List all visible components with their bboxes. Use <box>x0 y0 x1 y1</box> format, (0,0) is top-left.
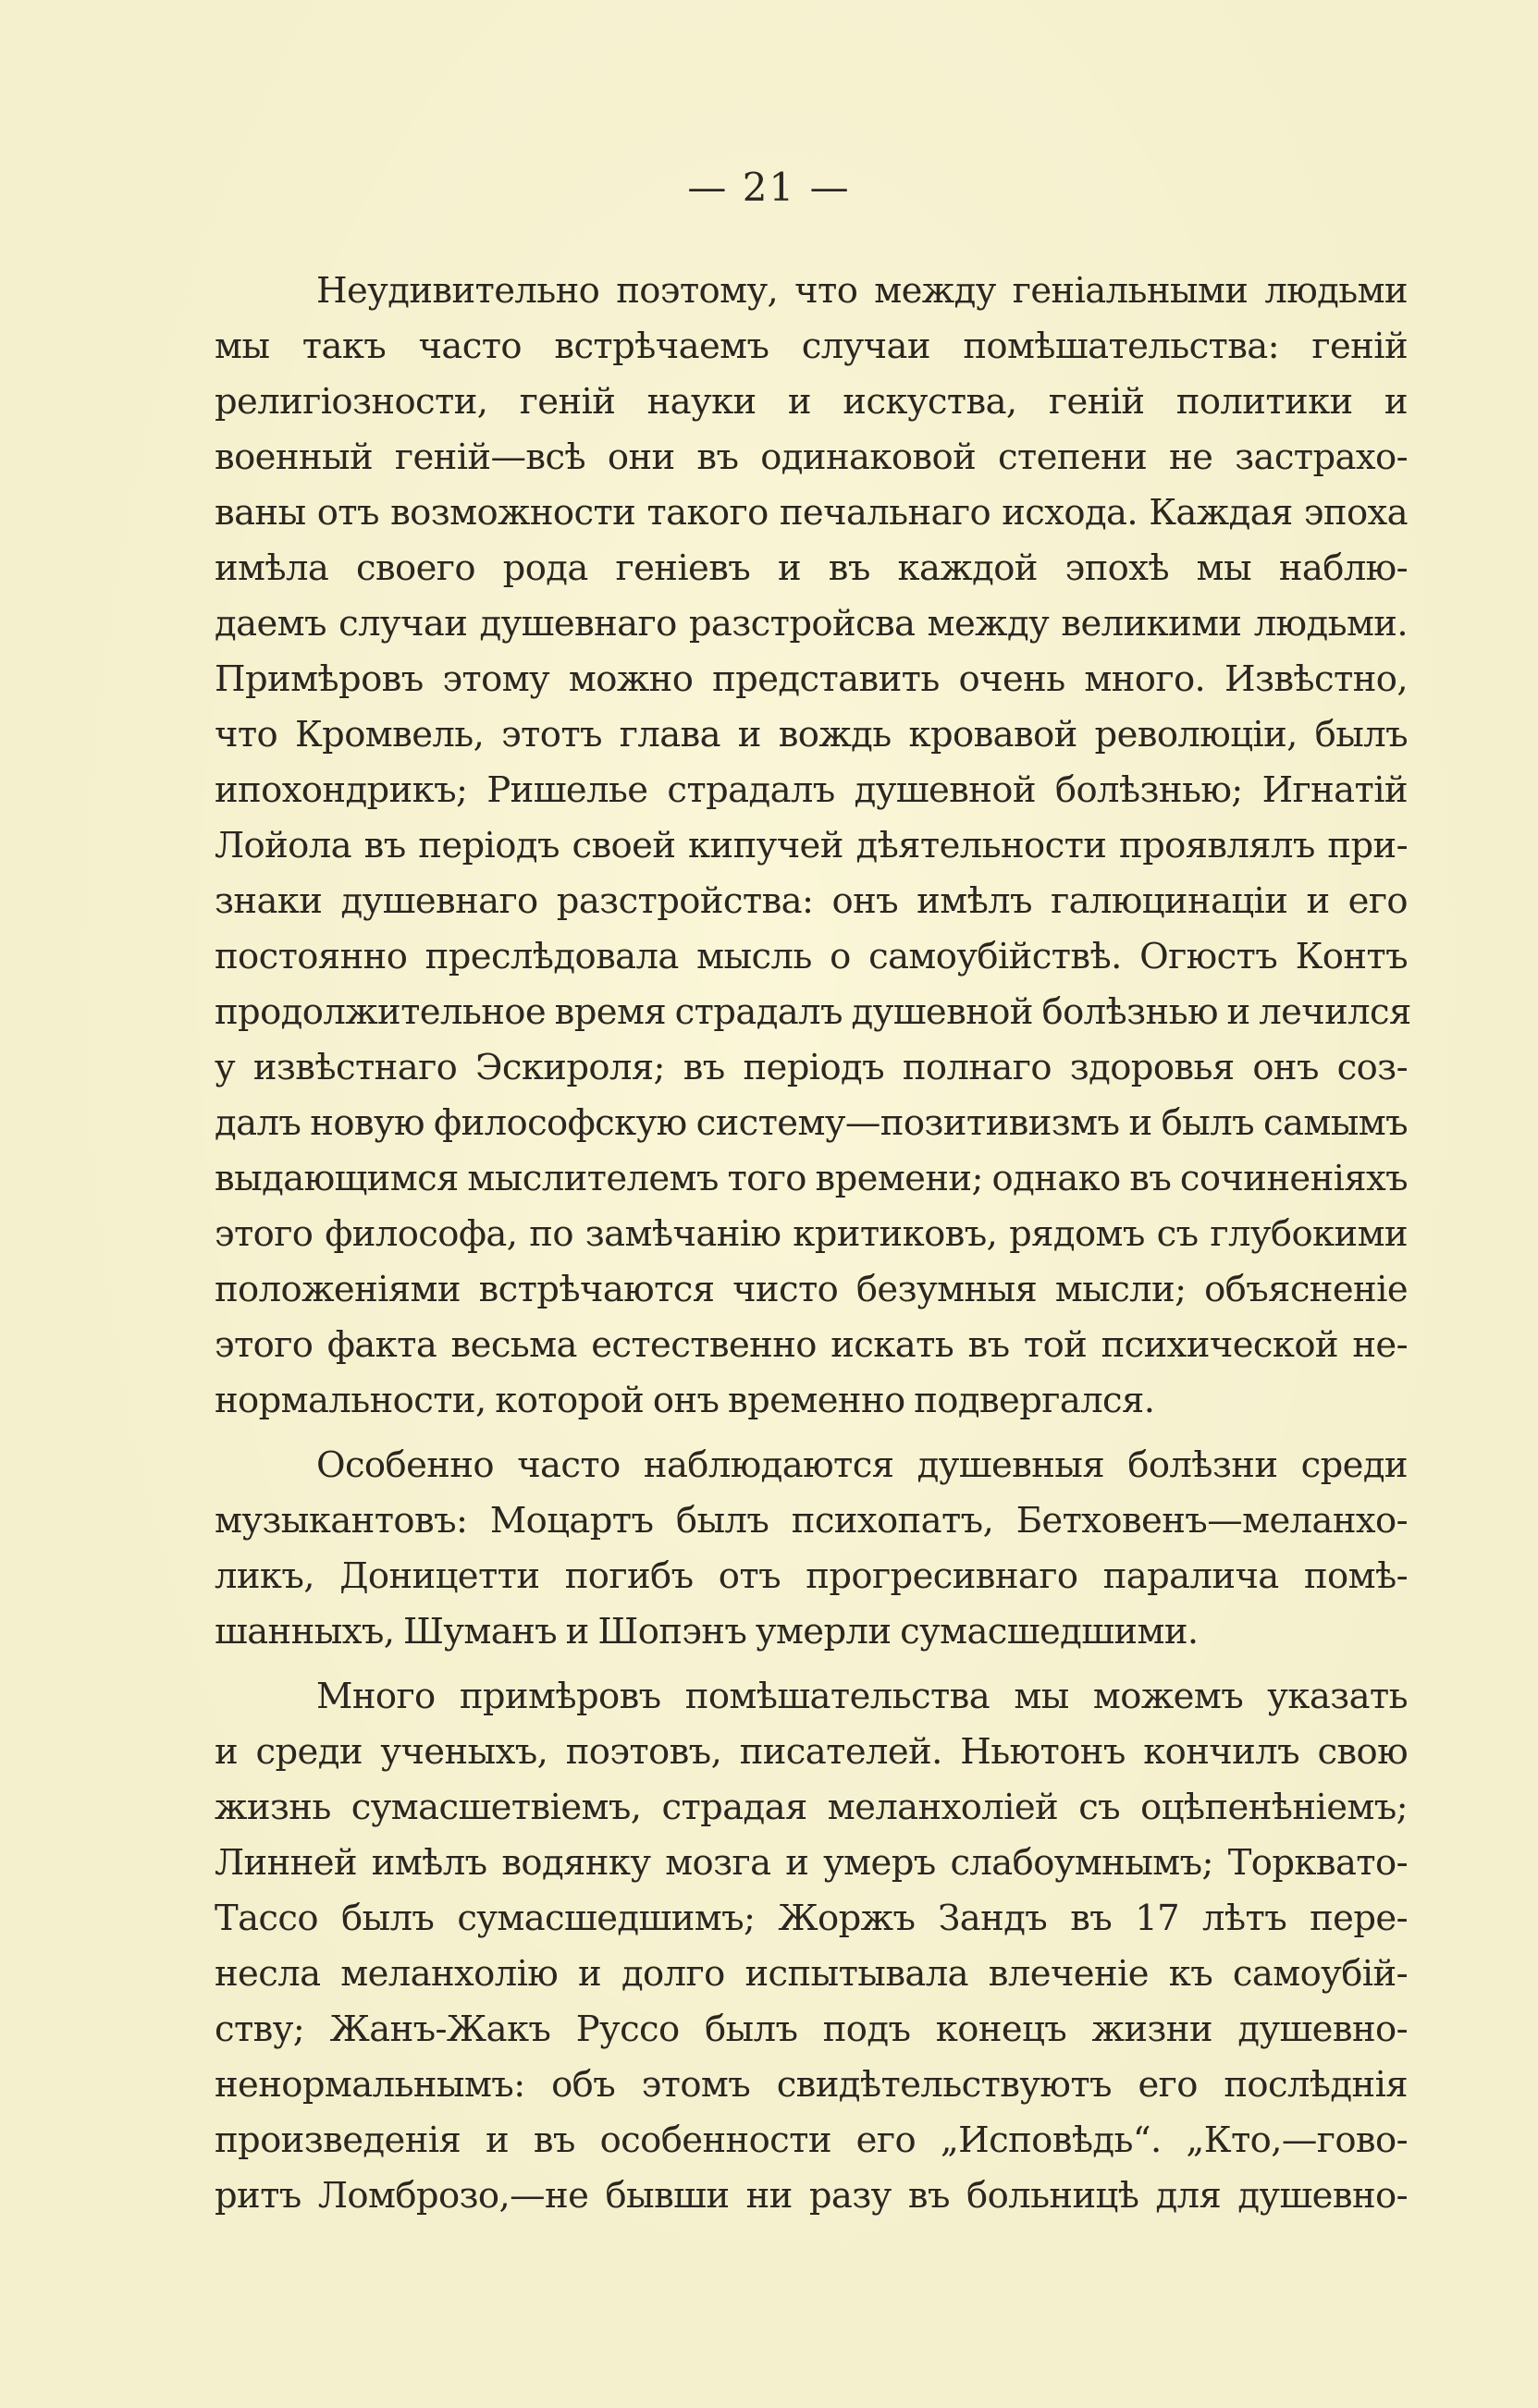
text-line: ликъ, Доницетти погибъ отъ прогресивнаго паралича помѣ- <box>215 1555 1408 1597</box>
text-line: несла меланхолію и долго испытывала влеченіе къ самоубій- <box>215 1953 1408 1995</box>
text-line: выдающимся мыслителемъ того времени; однако въ сочиненіяхъ <box>215 1158 1409 1199</box>
text-line: этого факта весьма естественно искать въ той психической не- <box>215 1324 1408 1366</box>
text-line: ипохондрикъ; Ришелье страдалъ душевной болѣзнью; Игнатій <box>215 769 1408 811</box>
text-line: положеніями встрѣчаются чисто безумныя мысли; объясненіе <box>215 1269 1408 1310</box>
text-line: жизнь сумасшетвіемъ, страдая меланхоліей съ оцѣпенѣніемъ; <box>215 1787 1408 1828</box>
text-line: Линней имѣлъ водянку мозга и умеръ слабоумнымъ; Торквато- <box>215 1842 1408 1884</box>
text-line: ритъ Ломброзо,—не бывши ни разу въ больницѣ для душевно- <box>215 2175 1408 2217</box>
text-line: имѣла своего рода геніевъ и въ каждой эпохѣ мы наблю- <box>215 547 1408 589</box>
text-line: религіозности, геній науки и искуства, геній политики и <box>215 381 1408 423</box>
text-line: Тассо былъ сумасшедшимъ; Жоржъ Зандъ въ 17 лѣтъ пере- <box>215 1898 1408 1939</box>
text-line: военный геній—всѣ они въ одинаковой степени не застрахо- <box>215 436 1408 478</box>
text-line: что Кромвель, этотъ глава и вождь кровавой революціи, былъ <box>215 714 1408 756</box>
text-line: Примѣровъ этому можно представить очень много. Извѣстно, <box>215 658 1408 700</box>
text-line: ваны отъ возможности такого печальнаго исхода. Каждая эпоха <box>215 492 1408 534</box>
text-line: ству; Жанъ-Жакъ Руссо былъ подъ конецъ жизни душевно- <box>215 2009 1408 2050</box>
text-line: у извѣстнаго Эскироля; въ періодъ полнаго здоровья онъ соз- <box>215 1047 1408 1088</box>
text-line: ненормальнымъ: объ этомъ свидѣтельствуютъ его послѣднія <box>215 2064 1408 2106</box>
text-line: постоянно преслѣдовала мысль о самоубійствѣ. Огюстъ Контъ <box>215 936 1408 977</box>
text-line: Особенно часто наблюдаются душевныя болѣзни среди <box>316 1444 1408 1486</box>
text-line: произведенія и въ особенности его „Исповѣдь“. „Кто,—гово- <box>215 2119 1408 2161</box>
paragraph-1 <box>215 264 1411 1429</box>
text-line: знаки душевнаго разстройства: онъ имѣлъ галюцинаціи и его <box>215 880 1408 922</box>
text-line: этого философа, по замѣчанію критиковъ, рядомъ съ глубокими <box>215 1213 1408 1255</box>
text-line: продолжительное время страдалъ душевной болѣзнью и лечился <box>215 991 1411 1033</box>
body-text <box>215 264 1411 2233</box>
page-number: — 21 — <box>687 165 851 210</box>
text-line: Много примѣровъ помѣшательства мы можемъ указать <box>316 1676 1408 1717</box>
text-line: мы такъ часто встрѣчаемъ случаи помѣшательства: геній <box>215 326 1408 367</box>
text-line: даемъ случаи душевнаго разстройсва между великими людьми. <box>215 603 1408 645</box>
text-line: Неудивительно поэтому, что между геніальными людьми <box>316 270 1408 312</box>
paragraph-2 <box>215 1438 1408 1660</box>
text-line: Лойола въ періодъ своей кипучей дѣятельности проявлялъ при- <box>215 825 1408 866</box>
text-line: и среди ученыхъ, поэтовъ, писателей. Ньютонъ кончилъ свою <box>215 1731 1408 1773</box>
paragraph-3 <box>215 1669 1408 2224</box>
text-line: далъ новую философскую систему—позитивизмъ и былъ самымъ <box>215 1102 1408 1144</box>
text-line: шанныхъ, Шуманъ и Шопэнъ умерли сумасшедшими. <box>215 1611 1199 1652</box>
text-line: музыкантовъ: Моцартъ былъ психопатъ, Бетховенъ—меланхо- <box>215 1500 1408 1542</box>
text-line: нормальности, которой онъ временно подвергался. <box>215 1380 1155 1421</box>
